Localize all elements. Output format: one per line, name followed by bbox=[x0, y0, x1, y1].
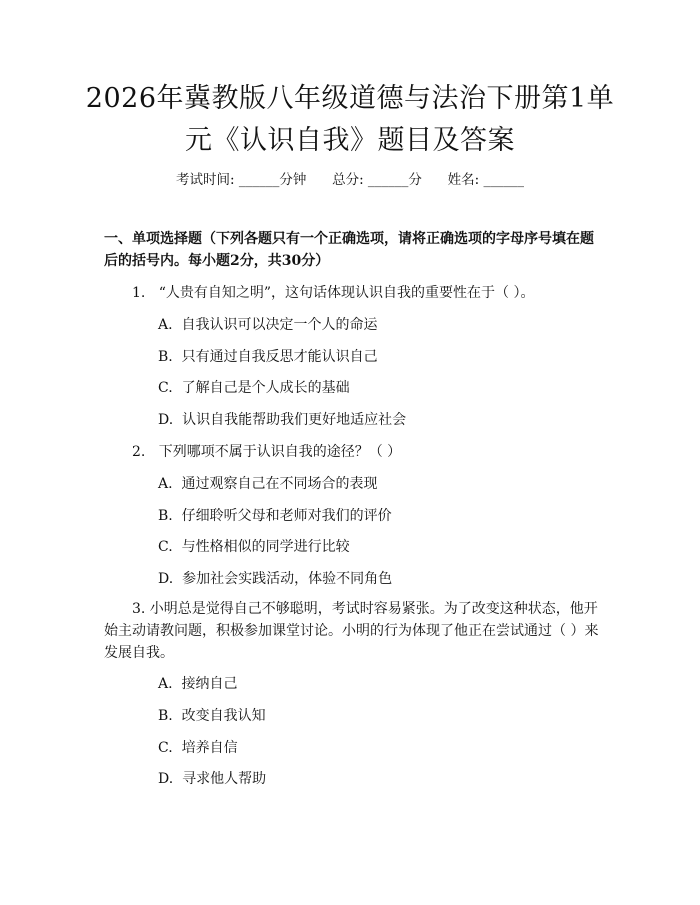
answer-option: C. 了解自己是个人成长的基础 bbox=[158, 380, 350, 396]
question-stem: 2. 下列哪项不属于认识自我的途径？（ ） bbox=[132, 444, 402, 460]
answer-option: D. 参加社会实践活动，体验不同角色 bbox=[158, 571, 393, 587]
answer-option: B. 改变自我认知 bbox=[158, 708, 266, 724]
answer-option: B. 只有通过自我反思才能认识自己 bbox=[158, 349, 378, 365]
section-heading: 一、单项选择题（下列各题只有一个正确选项，请将正确选项的字母序号填在题后的括号内。每小题2分，共30分） bbox=[104, 231, 594, 269]
exam-info-line: 考试时间: ______分钟 总分: ______分 姓名: ______ bbox=[175, 172, 524, 188]
document-title: 2026年冀教版八年级道德与法治下册第1单元《认识自我》题目及答案 bbox=[85, 83, 615, 156]
answer-option: A. 自我认识可以决定一个人的命运 bbox=[158, 317, 378, 333]
answer-option: D. 认识自我能帮助我们更好地适应社会 bbox=[158, 412, 407, 428]
answer-option: D. 寻求他人帮助 bbox=[158, 771, 267, 787]
answer-option: C. 与性格相似的同学进行比较 bbox=[158, 539, 350, 555]
question-stem: 1. “人贵有自知之明”，这句话体现认识自我的重要性在于（ ）。 bbox=[132, 285, 535, 301]
answer-option: A. 接纳自己 bbox=[158, 676, 238, 692]
question-stem: 3. 小明总是觉得自己不够聪明，考试时容易紧张。为了改变这种状态，他开始主动请教问题，积极参加课堂讨论。小明的行为体现了他正在尝试通过（ ）来发展自我。 bbox=[104, 601, 599, 661]
answer-option: C. 培养自信 bbox=[158, 740, 238, 756]
answer-option: B. 仔细聆听父母和老师对我们的评价 bbox=[158, 508, 392, 524]
answer-option: A. 通过观察自己在不同场合的表现 bbox=[158, 476, 378, 492]
